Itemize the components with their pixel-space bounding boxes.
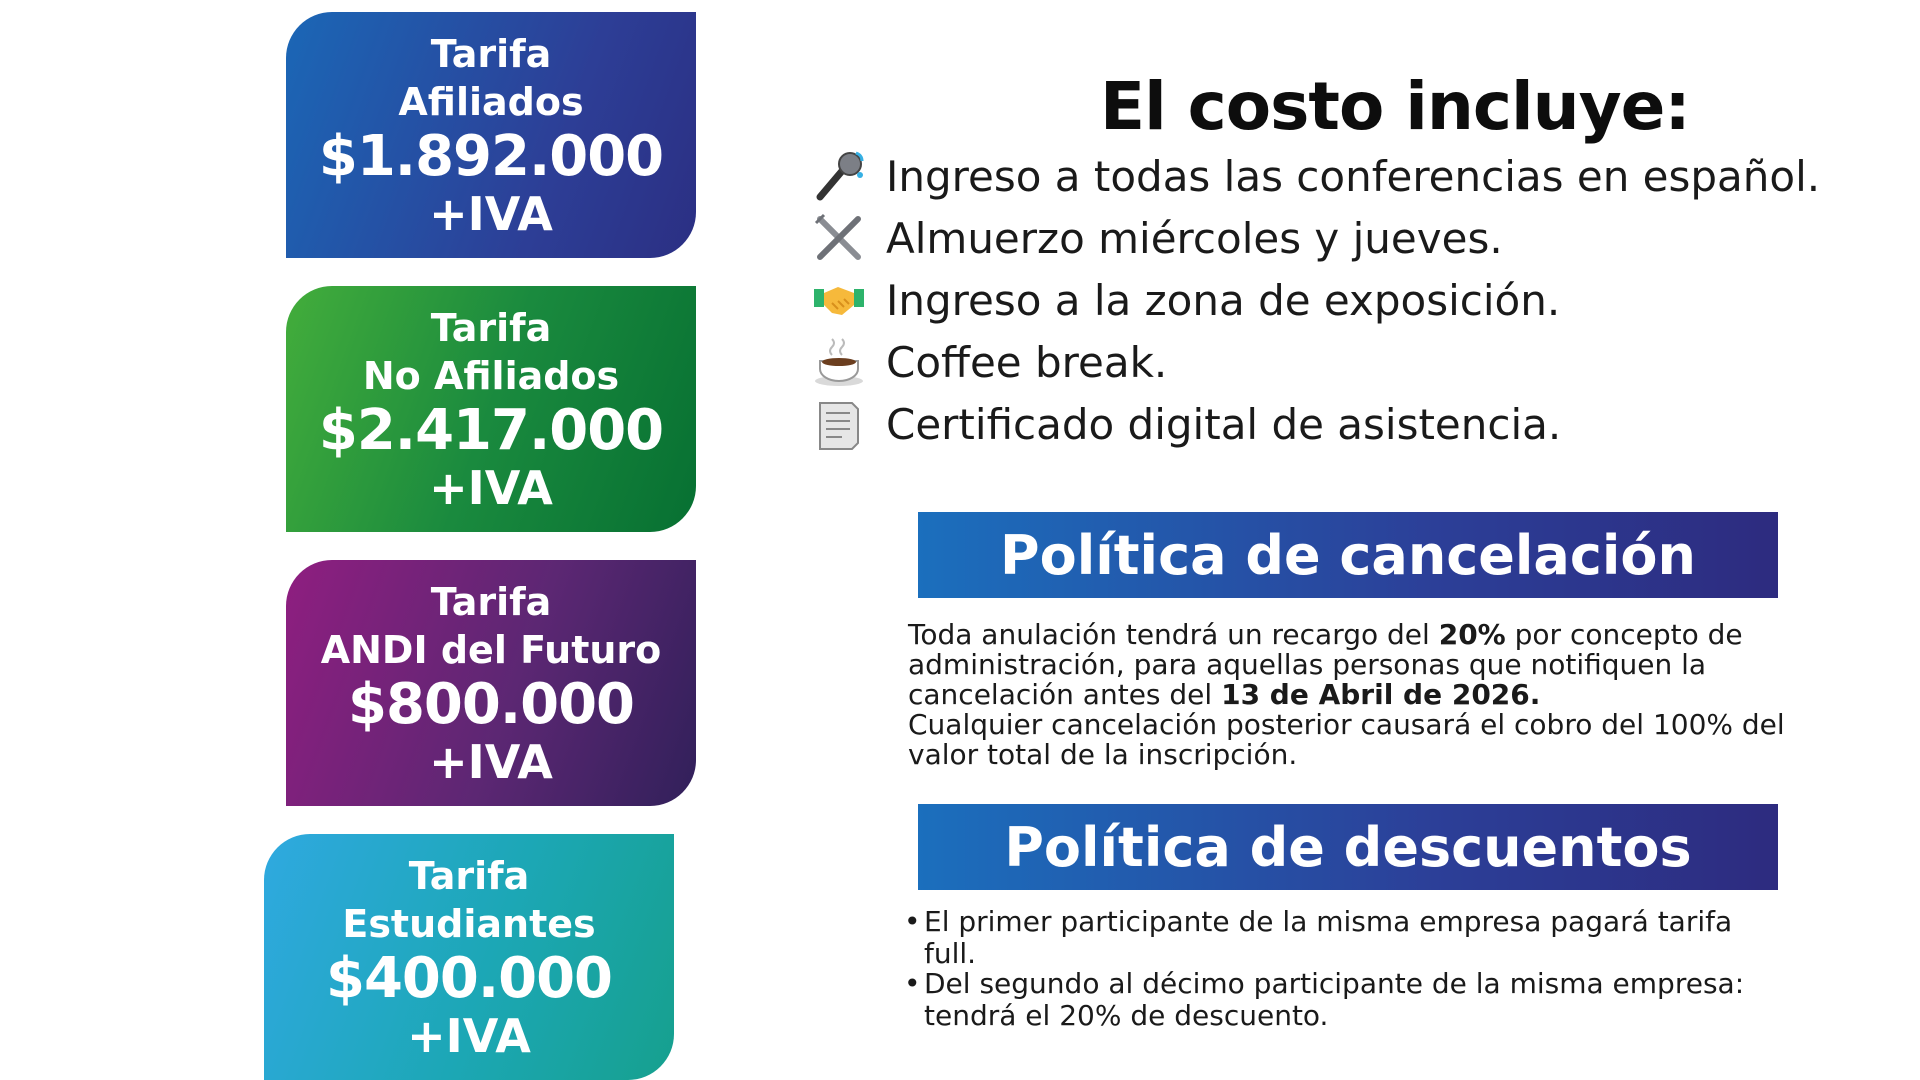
include-text: Certificado digital de asistencia. — [886, 399, 1562, 449]
include-item-conferences — [812, 146, 1820, 206]
rate-card-estudiantes — [264, 834, 674, 1080]
rate-price: $800.000 — [347, 672, 635, 737]
include-text: Ingreso a todas las conferencias en español. — [886, 151, 1821, 201]
include-item-lunch — [812, 208, 1503, 268]
rate-tax: +IVA — [429, 735, 553, 789]
cancellation-policy-banner: Política de cancelación — [918, 512, 1778, 598]
certificate-icon — [812, 397, 866, 451]
rate-card-andi-del-futuro — [286, 560, 696, 806]
cancellation-deadline: 13 de Abril de 2026. — [1221, 678, 1541, 711]
include-text: Almuerzo miércoles y jueves. — [886, 213, 1503, 263]
discount-bullet-text: Del segundo al décimo participante de la misma empresa: tendrá el 20% de descuento. — [924, 967, 1745, 1032]
rate-price: $1.892.000 — [318, 124, 664, 189]
discount-bullet — [904, 968, 1784, 1032]
rate-label: Tarifa — [430, 580, 552, 624]
rate-category: ANDI del Futuro — [320, 628, 662, 672]
rate-label: Tarifa — [430, 306, 552, 350]
include-text: Ingreso a la zona de exposición. — [886, 275, 1561, 325]
microphone-icon — [812, 149, 866, 203]
coffee-icon — [812, 335, 866, 389]
cancellation-text-part: Toda anulación tendrá un recargo del — [908, 618, 1439, 651]
cancellation-text-part: Cualquier cancelación posterior causará el cobro del 100% del valor total de la inscripción. — [908, 708, 1785, 771]
rate-tax: +IVA — [429, 461, 553, 515]
rate-category: Afiliados — [398, 80, 584, 124]
rate-tax: +IVA — [429, 187, 553, 241]
fork-knife-icon — [812, 211, 866, 265]
bullet-dot: • — [904, 967, 921, 1000]
bullet-dot: • — [904, 905, 921, 938]
rate-price: $2.417.000 — [318, 398, 664, 463]
cancellation-policy-text — [908, 620, 1808, 770]
includes-title: El costo incluye: — [1100, 68, 1690, 145]
include-item-expo — [812, 270, 1560, 330]
cancellation-text-part: por concepto de administración, para aquellas personas que notifiquen la cancelación antes del — [908, 618, 1743, 711]
rate-price: $400.000 — [325, 946, 613, 1011]
rate-card-afiliados — [286, 12, 696, 258]
discount-policy-banner: Política de descuentos — [918, 804, 1778, 890]
rate-card-no-afiliados — [286, 286, 696, 532]
rate-label: Tarifa — [408, 854, 530, 898]
rate-label: Tarifa — [430, 32, 552, 76]
include-item-coffee — [812, 332, 1167, 392]
rate-category: Estudiantes — [342, 902, 596, 946]
discount-bullet-text: El primer participante de la misma empresa pagará tarifa full. — [924, 905, 1733, 970]
cancellation-surcharge: 20% — [1438, 618, 1506, 651]
rate-tax: +IVA — [407, 1009, 531, 1063]
discount-bullet — [904, 906, 1784, 970]
rate-category: No Afiliados — [362, 354, 620, 398]
include-text: Coffee break. — [886, 337, 1168, 387]
include-item-certificate — [812, 394, 1561, 454]
handshake-icon — [812, 273, 866, 327]
